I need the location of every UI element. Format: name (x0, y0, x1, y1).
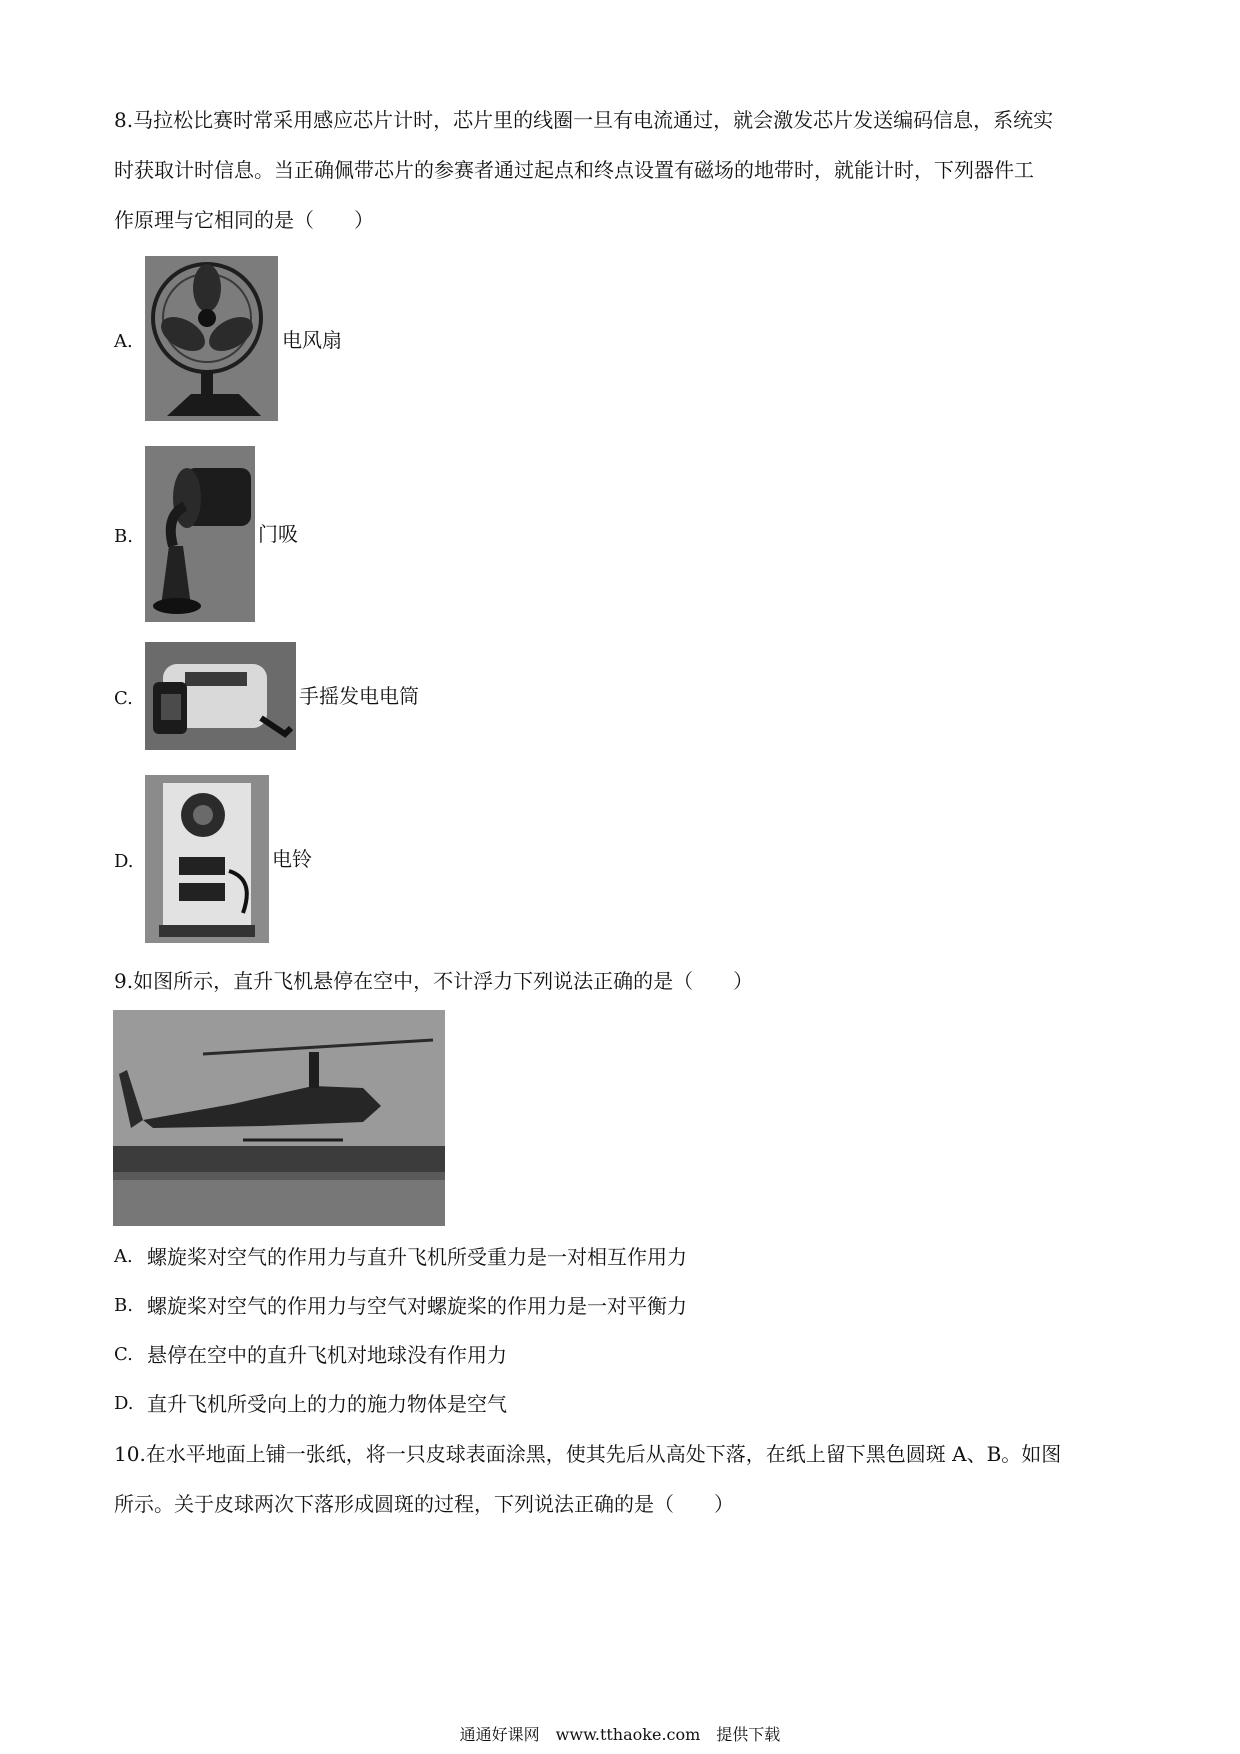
q8-option-c-text: 手摇发电电筒 (299, 684, 419, 708)
q8-stem-line-3: 作原理与它相同的是（ ） (114, 208, 374, 232)
electric-fan-photo (145, 256, 278, 421)
q9-option-b-label: B. (114, 1295, 133, 1316)
door-stopper-photo (145, 446, 255, 622)
helicopter-photo (113, 1010, 445, 1226)
q9-option-b-text: 螺旋桨对空气的作用力与空气对螺旋桨的作用力是一对平衡力 (147, 1294, 687, 1318)
q8-option-c-label: C. (114, 688, 133, 709)
q9-option-a-text: 螺旋桨对空气的作用力与直升飞机所受重力是一对相互作用力 (147, 1245, 687, 1269)
q9-stem: 9.如图所示，直升飞机悬停在空中，不计浮力下列说法正确的是（ ） (114, 969, 754, 993)
q8-option-b-text: 门吸 (258, 522, 298, 546)
hand-crank-flashlight-photo (145, 642, 296, 750)
q9-option-d-label: D. (114, 1393, 134, 1414)
q8-option-a-text: 电风扇 (282, 328, 342, 352)
q8-option-d-text: 电铃 (272, 847, 312, 871)
electric-bell-photo (145, 775, 269, 943)
q8-option-a-label: A. (114, 331, 133, 352)
q9-option-a-label: A. (114, 1246, 133, 1267)
page-footer: 通通好课网 www.tthaoke.com 提供下载 (459, 1725, 781, 1744)
q9-option-c-label: C. (114, 1344, 133, 1365)
q8-option-d-label: D. (114, 851, 134, 872)
q10-stem-line-1: 10.在水平地面上铺一张纸，将一只皮球表面涂黑，使其先后从高处下落，在纸上留下黑色圆斑 A、B。如图 (114, 1442, 1062, 1466)
q8-stem-line-2: 时获取计时信息。当正确佩带芯片的参赛者通过起点和终点设置有磁场的地带时，就能计时，下列器件工 (114, 158, 1034, 182)
q8-option-b-label: B. (114, 526, 133, 547)
q9-option-d-text: 直升飞机所受向上的力的施力物体是空气 (147, 1392, 507, 1416)
q9-option-c-text: 悬停在空中的直升飞机对地球没有作用力 (147, 1343, 507, 1367)
q10-stem-line-2: 所示。关于皮球两次下落形成圆斑的过程，下列说法正确的是（ ） (114, 1492, 734, 1516)
q8-stem-line-1: 8.马拉松比赛时常采用感应芯片计时，芯片里的线圈一旦有电流通过，就会激发芯片发送编码信息，系统实 (114, 108, 1054, 132)
